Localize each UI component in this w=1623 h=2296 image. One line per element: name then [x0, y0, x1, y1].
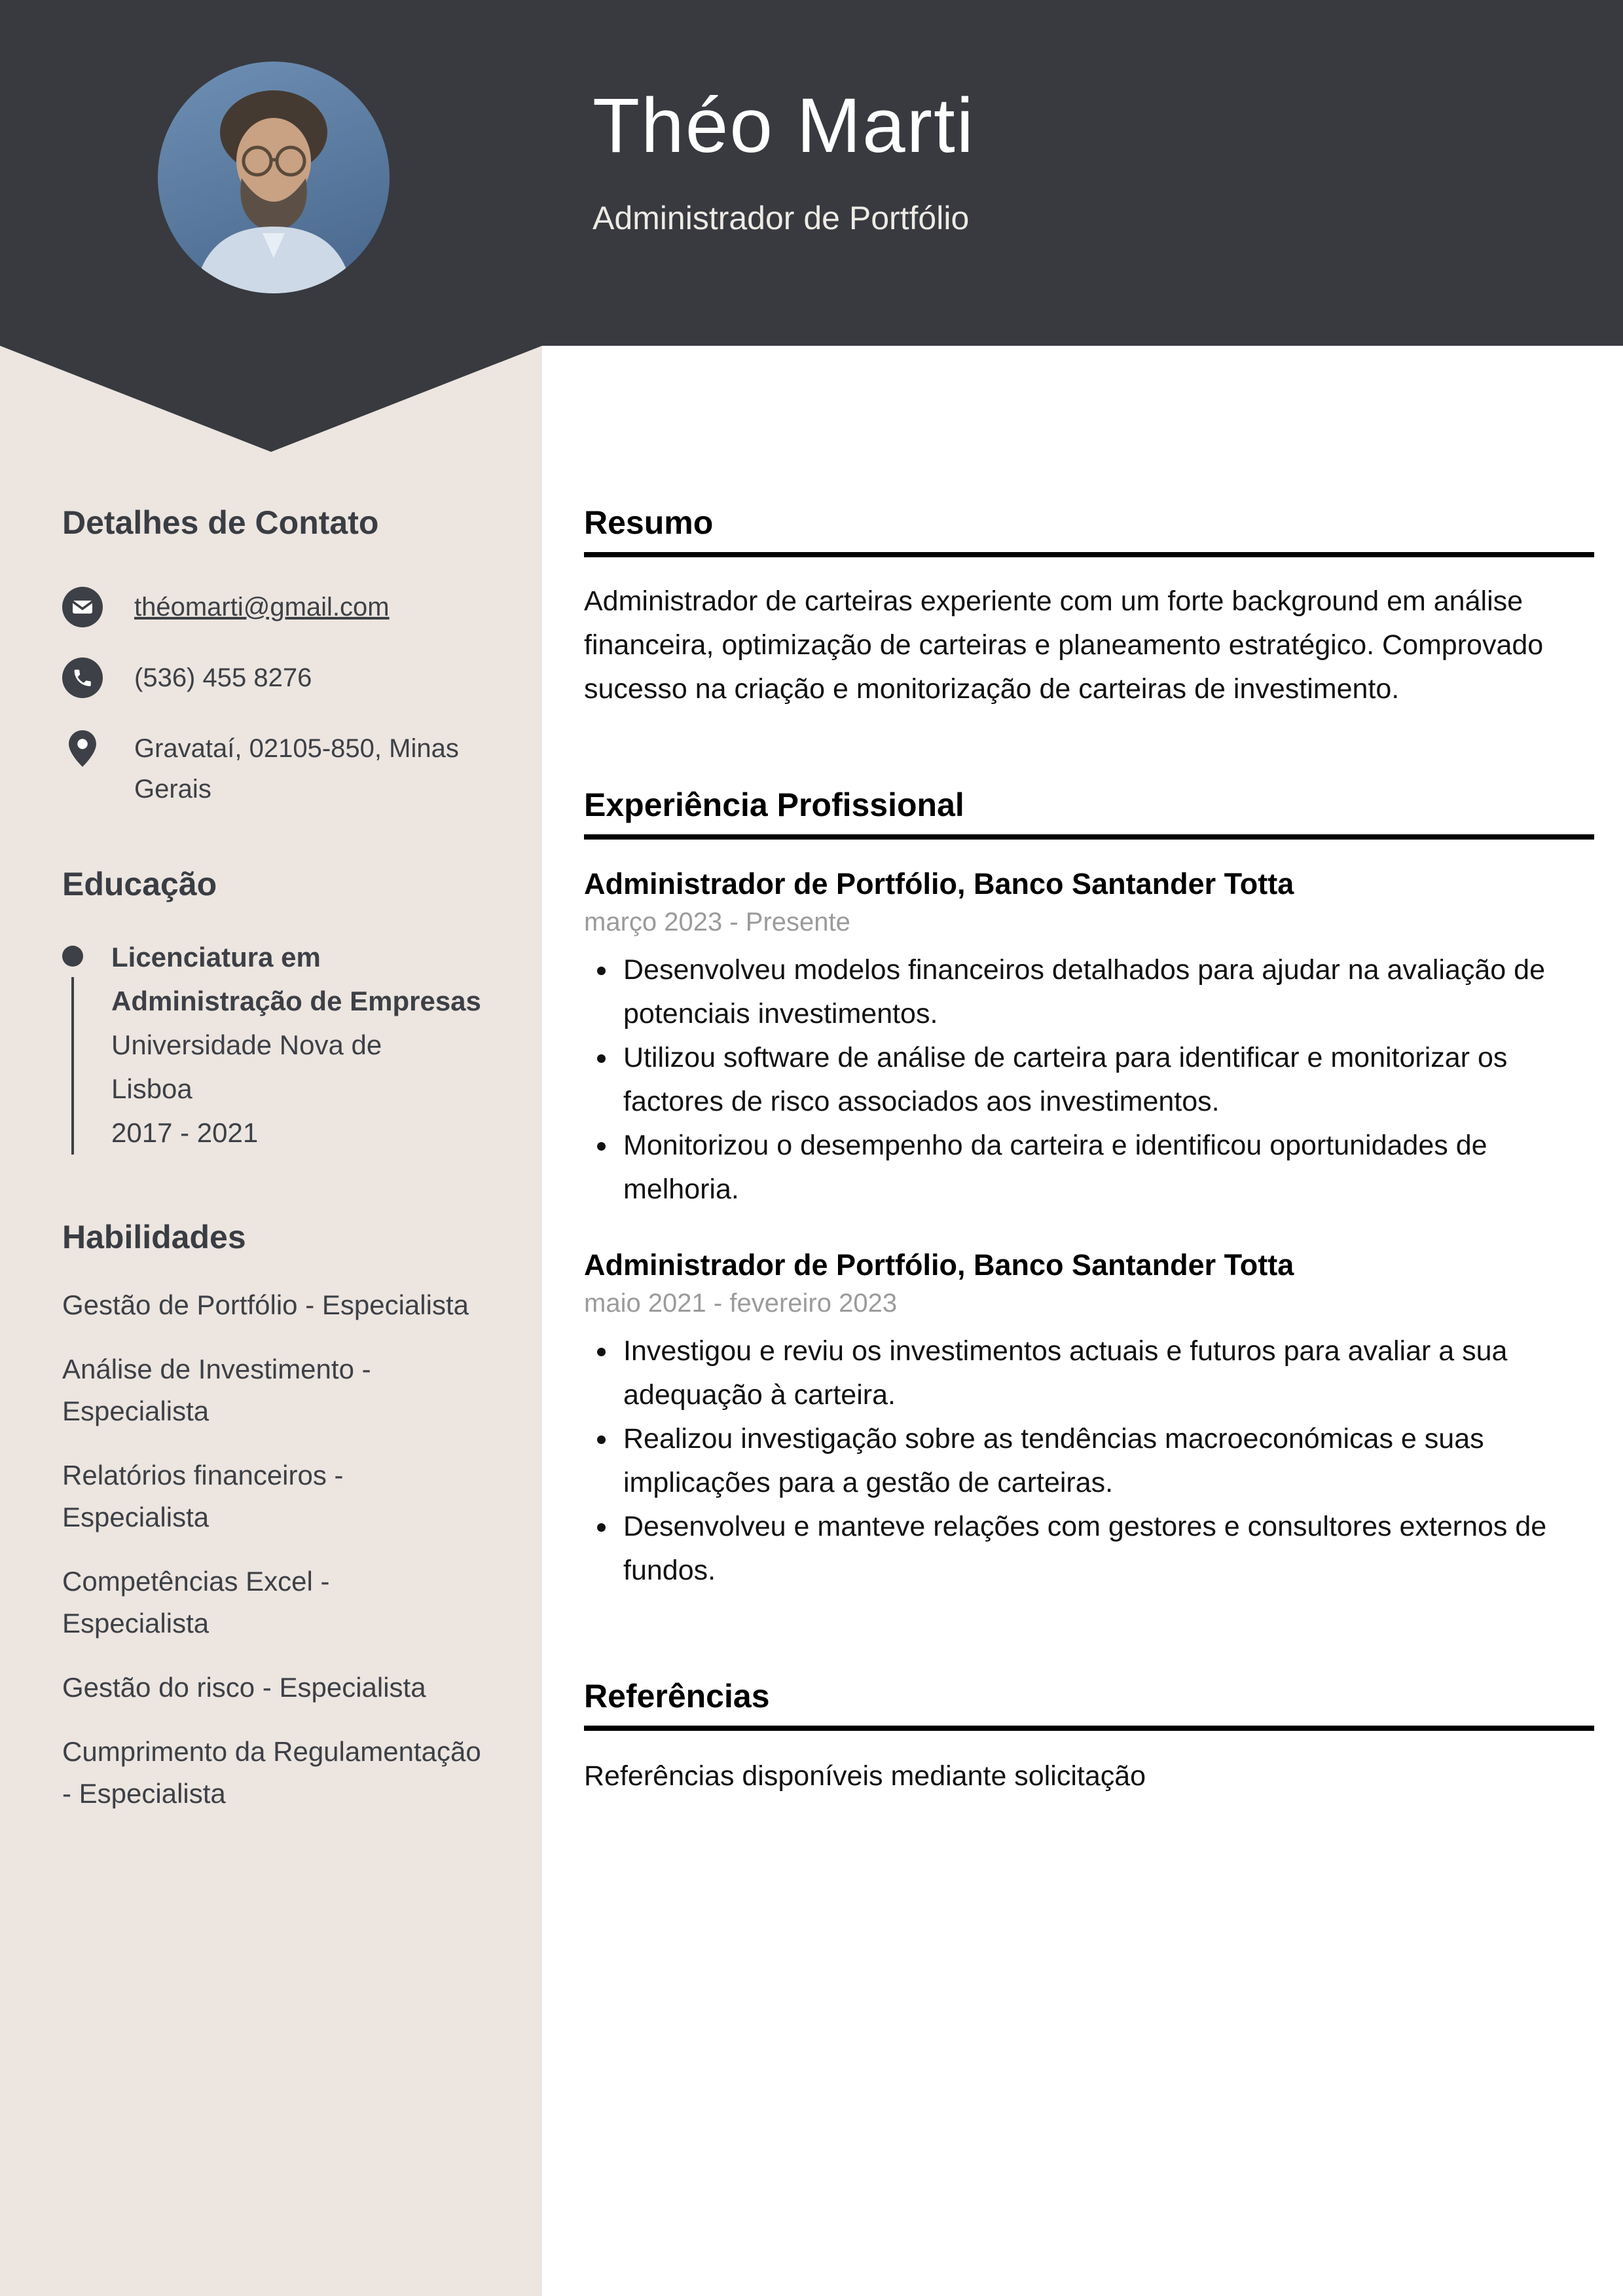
location-pin-icon	[62, 728, 103, 769]
person-portrait-illustration	[158, 62, 390, 293]
education-section-heading: Educação	[62, 866, 217, 902]
job-bullet-list	[584, 948, 1594, 1212]
job-title: Administrador de Portfólio, Banco Santander Totta	[584, 1248, 1294, 1282]
contact-list	[62, 587, 484, 809]
school-line-1: Universidade Nova de	[111, 1029, 382, 1060]
job-bullet: • Monitorizou o desempenho da carteira e identificou oportunidades de melhoria.	[618, 1124, 1594, 1212]
main-column	[584, 346, 1594, 1798]
summary-text: Administrador de carteiras experiente com um forte background em análise financeira, optimização de carteiras e planeamento estratégico. Comprovado sucesso na criação e monitorização de carteiras de investimento.	[584, 585, 1544, 705]
skill-item: Gestão do risco - Especialista	[62, 1672, 426, 1703]
timeline-line	[71, 977, 74, 1155]
skill-item: Relatórios financeiros - Especialista	[62, 1460, 344, 1532]
email-icon	[62, 587, 103, 627]
job-bullet: • Desenvolveu e manteve relações com gestores e consultores externos de fundos.	[618, 1505, 1594, 1593]
contact-row-address	[62, 728, 484, 809]
experience-entry-2	[584, 1248, 1594, 1593]
education-entry	[62, 935, 484, 1155]
contact-row-email	[62, 587, 484, 627]
summary-section-heading: Resumo	[584, 504, 1594, 557]
skills-section-heading: Habilidades	[62, 1219, 246, 1255]
phone-value: (536) 455 8276	[134, 663, 312, 692]
identity-block	[593, 80, 975, 237]
education-timeline	[62, 935, 111, 1155]
contact-row-phone	[62, 657, 484, 698]
timeline-dot	[62, 946, 83, 967]
job-bullet: • Utilizou software de análise de carteira para identificar e monitorizar os factores de risco associados aos investimentos.	[618, 1036, 1594, 1124]
job-dates: maio 2021 - fevereiro 2023	[584, 1289, 898, 1318]
email-value	[134, 587, 468, 627]
job-title: Administrador de Portfólio, Banco Santander Totta	[584, 867, 1294, 900]
references-section-heading: Referências	[584, 1678, 1594, 1731]
experience-section-heading: Experiência Profissional	[584, 787, 1594, 840]
references-text: Referências disponíveis mediante solicitação	[584, 1760, 1146, 1792]
skill-item: Gestão de Portfólio - Especialista	[62, 1289, 469, 1320]
skill-item: Análise de Investimento - Especialista	[62, 1354, 371, 1426]
address-value: Gravataí, 02105-850, Minas Gerais	[134, 734, 459, 804]
job-bullet: • Investigou e reviu os investimentos actuais e futuros para avaliar a sua adequação à carteira.	[618, 1329, 1594, 1417]
profile-photo	[158, 62, 390, 293]
phone-icon	[62, 657, 103, 698]
degree-line-1: Licenciatura em	[111, 942, 321, 972]
school-line-2: Lisboa	[111, 1073, 192, 1104]
skill-item: Competências Excel - Especialista	[62, 1566, 330, 1639]
job-bullet-list	[584, 1329, 1594, 1593]
sidebar	[62, 504, 484, 1815]
experience-entry-1	[584, 867, 1594, 1212]
skills-list	[62, 1284, 484, 1815]
education-details	[111, 935, 484, 1155]
skill-item: Cumprimento da Regulamentação - Especialista	[62, 1736, 481, 1809]
job-bullet: • Desenvolveu modelos financeiros detalhados para ajudar na avaliação de potenciais investimentos.	[618, 948, 1594, 1036]
job-bullet: • Realizou investigação sobre as tendências macroeconómicas e suas implicações para a gestão de carteiras.	[618, 1417, 1594, 1505]
job-dates: março 2023 - Presente	[584, 908, 850, 936]
education-dates: 2017 - 2021	[111, 1117, 259, 1148]
degree-line-2: Administração de Empresas	[111, 986, 481, 1016]
job-title-subtitle: Administrador de Portfólio	[593, 199, 970, 236]
person-name: Théo Marti	[593, 83, 975, 169]
contact-section-heading: Detalhes de Contato	[62, 504, 379, 541]
email-link[interactable]: théomarti@gmail.com	[134, 593, 390, 621]
